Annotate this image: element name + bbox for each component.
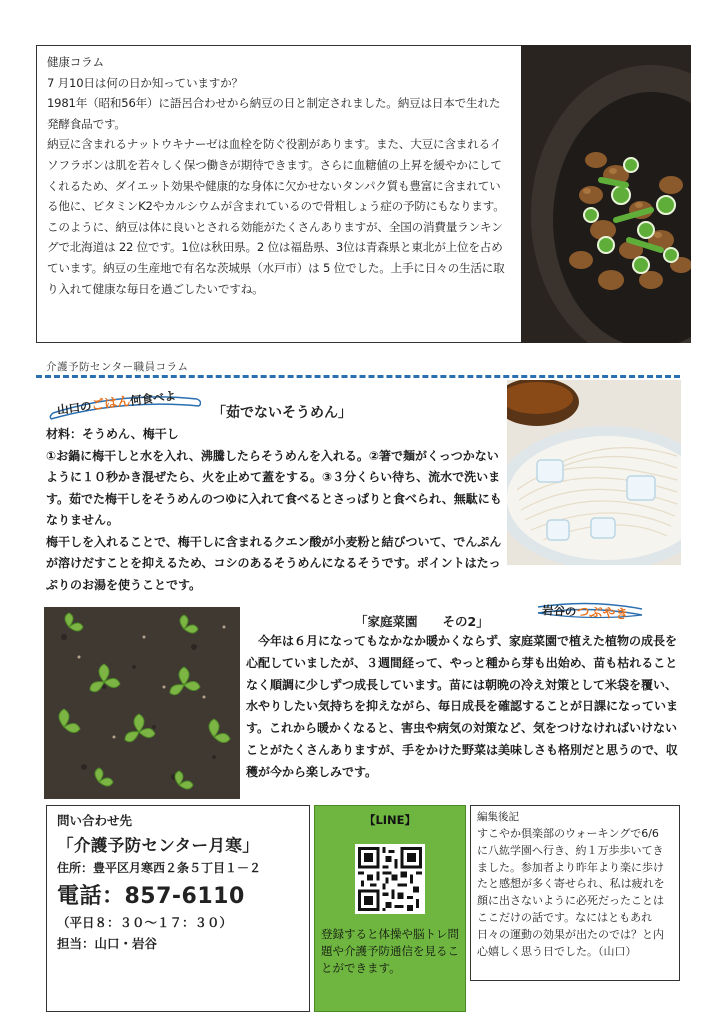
health-column-heading: 健康コラム [47,55,104,69]
somen-photo [507,380,681,565]
gohan-tag-highlight: ごはん [90,394,132,414]
natto-photo [521,45,691,343]
editor-note-box [470,805,680,981]
garden-body: 今年は６月になってもなかなか暖かくならず、家庭菜園で植えた植物の成長を心配していましたが、３週間経って、やっと種から芽も出始め、苗も枯れることなく順調に少しずつ成長しています。苗には朝晩の冷え対策として米袋を覆い、水やりしたい気持ちを抑えながら、毎日成長を確認することが日課になっています。これから暖かくなると、害虫や病気の対策など、気をつけなければいけないことがたくさんありますが、手をかけた野菜は美味しさも格別だと思うので、収穫が今から楽しみです。 [246,634,679,779]
recipe-steps: ①お鍋に梅干しと水を入れ、沸騰したらそうめんを入れる。②箸で麺がくっつかないように１０秒かき混ぜたら、火を止めて蓋をする。③３分くらい待ち、流水で洗います。茹でた梅干しをそうめんのつゆに入れて食べるとさっぱりと食べられ、無駄にもなりません。 [46,448,502,527]
contact-box [46,805,310,1012]
recipe-tip: 梅干しを入れることで、梅干しに含まれるクエン酸が小麦粉と結びついて、でんぷんが溶けだすことを抑えるため、コシのあるそうめんになるそうです。ポイントはたっぷりのお湯を使うことです。 [46,534,502,592]
health-paragraph: このように、納豆は体に良いとされる効能がたくさんありますが、全国の消費量ランキングで北海道は 22 位です。1位は秋田県。2 位は福島県、3位は青森県と東北が上位を占めています。納豆の生産地で有名な茨城県（水戸市）は 5 位でした。上手に日々の生活に取り入れて健康な毎日を過ごしたいですね。 [47,219,505,296]
contact-staff: 担当：山口・岩谷 [57,936,158,951]
section-divider [36,375,680,378]
health-column-box [36,45,522,343]
contact-phone[interactable]: 電話：857-6110 [57,884,245,909]
health-paragraph: 納豆に含まれるナットウキナーゼは血栓を防ぐ役割があります。また、大豆に含まれるイソフラボンは肌を若々しく保つ働きが期待できます。さらに血糖値の上昇を緩やかにしてくれるため、ダイエット効果や健康的な身体に欠かせないタンパク質も豊富に含まれている他に、ビタミンK2やカルシウムが含まれているので骨粗しょう症の予防にもなります。 [47,137,505,214]
recipe-ingredients: 材料：そうめん、梅干し [46,427,179,441]
garden-photo [44,607,240,799]
line-description: 登録すると体操や脳トレ問題や介護予防通信を見ることができます。 [321,927,459,975]
qr-code[interactable] [355,844,425,914]
gohan-tag-suffix: 何食べよ [129,388,177,408]
contact-hours: （平日８：３０～１７：３０） [57,915,233,930]
recipe-title: 「茹でないそうめん」 [212,405,352,421]
gohan-tag-prefix: 山口の [56,398,93,417]
tsubuyaki-tag [534,597,646,625]
contact-address: 住所：豊平区月寒西２条５丁目１－２ [57,861,262,875]
contact-org: 「介護予防センター月寒」 [57,836,260,855]
health-paragraph: 1981年（昭和56年）に語呂合わせから納豆の日と制定されました。納豆は日本で生れた発酵食品です。 [47,96,501,131]
garden-title: 「家庭菜園 その2」 [355,614,489,629]
line-box [314,805,466,1012]
editor-note-heading: 編集後記 [477,811,519,823]
contact-heading: 問い合わせ先 [57,813,133,828]
gohan-tag [47,388,201,423]
tsubuyaki-tag-prefix: 岩谷の [541,603,577,619]
recipe-body [46,424,510,596]
health-paragraph: 7 月10日は何の日か知っていますか？ [47,75,243,90]
editor-note-body: すこやか倶楽部のウォーキングで6/6 に八紘学園へ行き、約１万歩歩いてきました。参加者より昨年より楽に歩けたと感想が多く寄せられ、私は疲れを顔に出さないように必死だったことはここだけの話です。なにはともあれ日々の運動の効果が出たのでは？と内心嬉しく思う日でした。（山口） [477,827,665,958]
line-title: 【LINE】 [363,813,417,827]
staff-column-label: 介護予防センター職員コラム [46,361,189,373]
tsubuyaki-tag-highlight: つぶやき [575,604,629,623]
